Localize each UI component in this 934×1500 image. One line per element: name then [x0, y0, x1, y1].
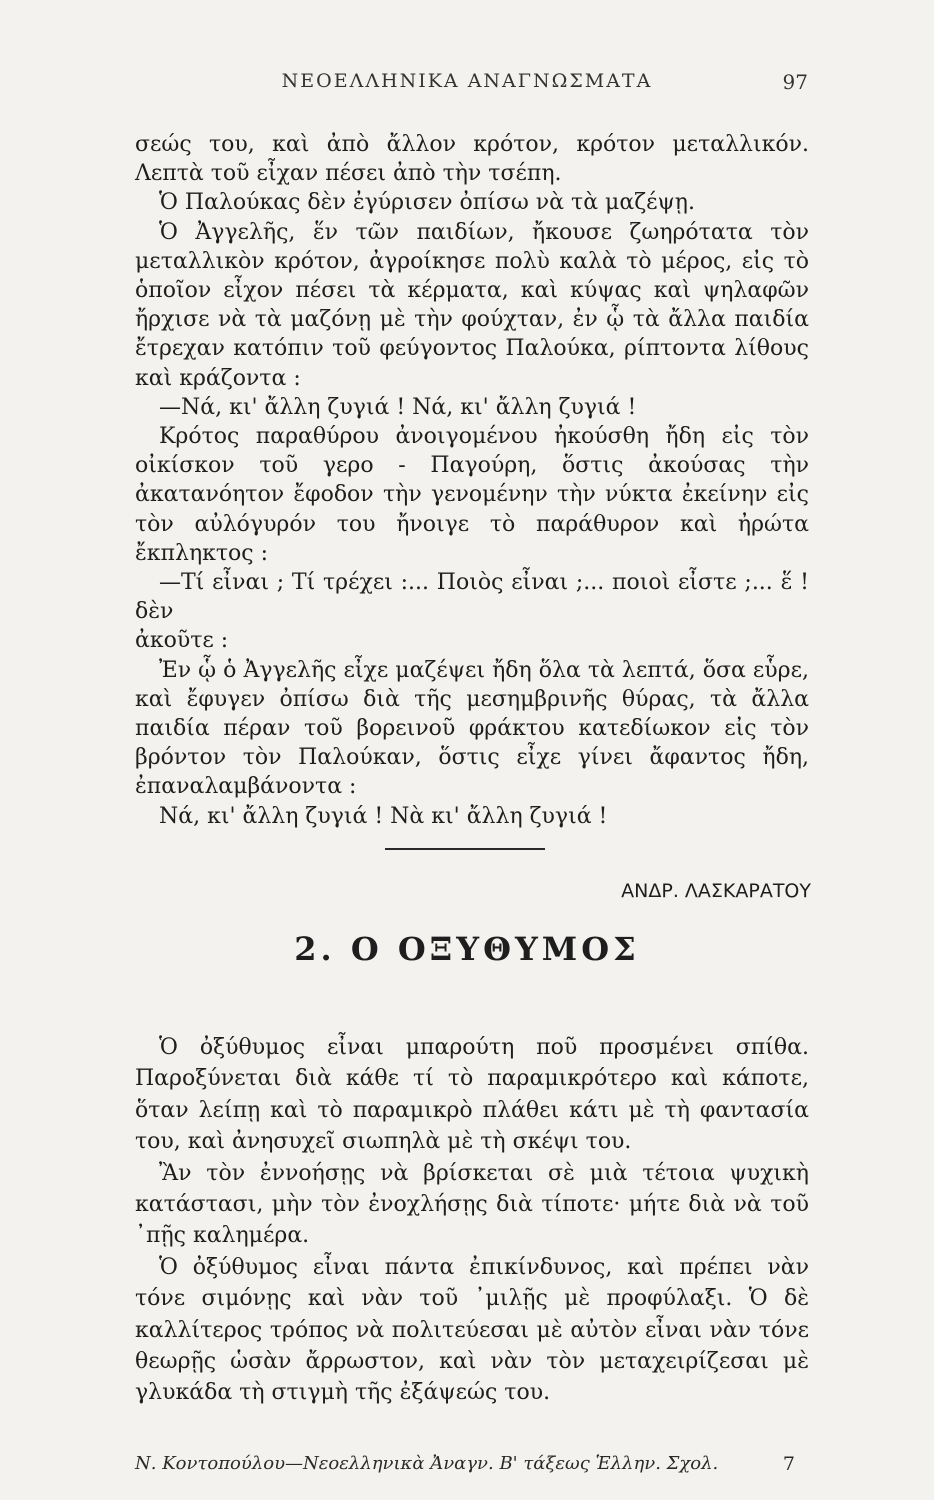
chapter-title: 2. Ο ΟΞΥΘΥΜΟΣ [294, 930, 640, 968]
paragraph: σεώς του, καὶ ἀπὸ ἄλλον κρότον, κρότον μεταλλικόν. Λεπτὰ τοῦ εἶχαν πέσει ἀπὸ τὴν τσέπη. [135, 132, 809, 187]
page-footer [135, 1453, 809, 1481]
dialogue-line: Νά, κι' ἄλλη ζυγιά ! Νὰ κι' ἄλλη ζυγιά ! [159, 803, 608, 829]
dialogue-line: —Νά, κι' ἄλλη ζυγιά ! Νά, κι' ἄλλη ζυγιά ! [159, 394, 637, 420]
section-divider [385, 848, 545, 850]
footer-imprint: Ν. Κοντοπούλου—Νεοελληνικὰ Ἀναγν. Β' τάξεως Ἑλλην. Σχολ. [135, 1453, 719, 1474]
author-signature: ΑΝΔΡ. ΛΑΣΚΑΡΑΤΟΥ [621, 880, 811, 902]
paragraph: Ἂν τὸν ἐννοήσῃς νὰ βρίσκεται σὲ μιὰ τέτοια ψυχικὴ κατάστασι, μὴν τὸν ἐνοχλήσῃς διὰ τίποτε· μήτε διὰ νὰ τοῦ ᾽πῇς καλημέρα. [135, 1160, 809, 1249]
page-number: 97 [782, 70, 808, 94]
running-title: ΝΕΟΕΛΛΗΝΙΚΑ ΑΝΑΓΝΩΣΜΑΤΑ [281, 70, 653, 92]
story-ending-text [135, 130, 809, 831]
signature-mark: 7 [782, 1453, 795, 1475]
paragraph: Ὁ ὀξύθυμος εἶναι πάντα ἐπικίνδυνος, καὶ πρέπει νὰν τόνε σιμόνῃς καὶ νὰν τοῦ ᾽μιλῇς μὲ προφύλαξι. Ὁ δὲ καλλίτερος τρόπος νὰ πολιτεύεσαι μὲ αὐτὸν εἶναι νὰν τόνε θεωρῇς ὡσὰν ἄρρωστον, καὶ νὰν τὸν μεταχειρίζεσαι μὲ γλυκάδα τὴ στιγμὴ τῆς ἐξάψεώς του. [135, 1254, 809, 1406]
paragraph: Ὁ Ἀγγελῆς, ἕν τῶν παιδίων, ἤκουσε ζωηρότατα τὸν μεταλλικὸν κρότον, ἀγροίκησε πολὺ καλὰ τὸ μέρος, εἰς τὸ ὁποῖον εἶχον πέσει τὰ κέρματα, καὶ κύψας καὶ ψηλαφῶν ἤρχισε νὰ τὰ μαζόνῃ μὲ τὴν φούχταν, ἐν ᾧ τὰ ἄλλα παιδία ἔτρεχαν κατόπιν τοῦ φεύγοντος Παλούκα, ρίπτοντα λίθους καὶ κράζοντα : [135, 219, 809, 391]
paragraph: ἀκοῦτε : [135, 628, 229, 654]
paragraph: Κρότος παραθύρου ἀνοιγομένου ἠκούσθη ἤδη εἰς τὸν οἰκίσκον τοῦ γερο - Παγούρη, ὅστις ἀκούσας τὴν ἀκατανόητον ἔφοδον τὴν γενομένην τὴν νύκτα ἐκείνην εἰς τὸν αὐλόγυρόν του ἤνοιγε τὸ παράθυρον καὶ ἠρώτα ἔκπληκτος : [135, 424, 809, 566]
paragraph: Ὁ ὀξύθυμος εἶναι μπαρούτη ποῦ προσμένει σπίθα. Παροξύνεται διὰ κάθε τί τὸ παραμικρότερο καὶ κάποτε, ὅταν λείπῃ καὶ τὸ παραμικρὸ πλάθει κάτι μὲ τὴ φαντασία του, καὶ ἀνησυχεῖ σιωπηλὰ μὲ τὴ σκέψι του. [135, 1035, 809, 1155]
paragraph: Ἐν ᾧ ὁ Ἀγγελῆς εἶχε μαζέψει ἤδη ὅλα τὰ λεπτά, ὅσα εὗρε, καὶ ἔφυγεν ὀπίσω διὰ τῆς μεσημβρινῆς θύρας, τὰ ἄλλα παιδία πέραν τοῦ βορεινοῦ φράκτου κατεδίωκον εἰς τὸν βρόντον τὸν Παλούκαν, ὅστις εἶχε γίνει ἄφαντος ἤδη, ἐπαναλαμβάνοντα : [135, 657, 809, 800]
running-head [0, 70, 934, 100]
chapter-text [135, 1032, 809, 1409]
paragraph: Ὁ Παλούκας δὲν ἐγύρισεν ὀπίσω νὰ τὰ μαζέψῃ. [159, 190, 695, 216]
dialogue-line: —Τί εἶναι ; Τί τρέχει :... Ποιὸς εἶναι ;... ποιοὶ εἶστε ;... ἕ ! δὲν [135, 570, 809, 625]
